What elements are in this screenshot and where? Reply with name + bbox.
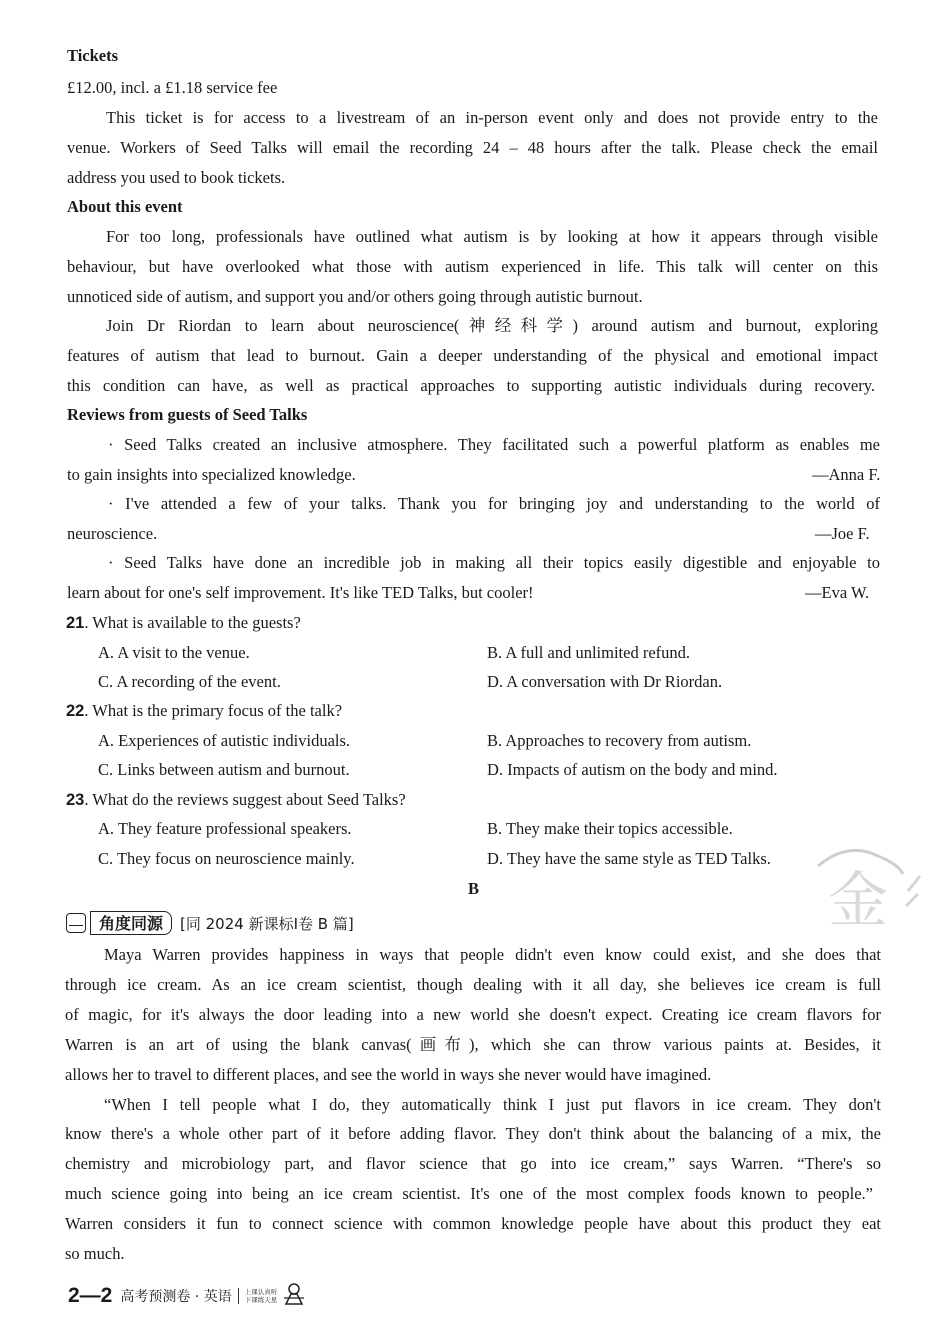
tickets-para-line: address you used to book tickets.	[67, 168, 286, 187]
option-22a[interactable]: A. Experiences of autistic individuals.	[98, 731, 351, 750]
option-21d[interactable]: D. A conversation with Dr Riordan.	[487, 672, 723, 691]
seal-glyph: 金	[828, 866, 888, 936]
review-line: · Seed Talks created an inclusive atmosphere. They facilitated such a powerful platform as enables me	[108, 435, 880, 454]
review-line: neuroscience.	[67, 524, 158, 543]
about-para-line: this condition can have, as well as practical approaches to supporting autistic individuals during recovery.	[67, 376, 875, 395]
review-line: · I've attended a few of your talks. Thank you for bringing joy and understanding to the world of	[108, 494, 880, 513]
question-text: . What do the reviews suggest about Seed Talks?	[84, 790, 406, 809]
slogan-bottom: 下课练天星	[244, 1296, 278, 1304]
passage-b-line: Warren is an art of using the blank canvas(画布), which she can throw various paints at. Besides, it	[65, 1035, 881, 1054]
option-22d[interactable]: D. Impacts of autism on the body and mind.	[487, 760, 778, 779]
tickets-heading: Tickets	[67, 46, 119, 65]
review-author: —Eva W.	[805, 583, 870, 602]
footer-title: 高考预测卷 · 英语	[120, 1289, 232, 1305]
option-21a[interactable]: A. A visit to the venue.	[98, 643, 250, 662]
review-line: · Seed Talks have done an incredible job in making all their topics easily digestible and enjoyable to	[108, 553, 880, 572]
about-heading: About this event	[67, 197, 183, 216]
about-para-line: behaviour, but have overlooked what those with autism experienced in life. This talk will center on this	[67, 257, 878, 276]
about-para-line: features of autism that lead to burnout. Gain a deeper understanding of the physical and emotional impact	[67, 346, 878, 365]
question-21	[66, 613, 301, 633]
slogan-top: 上课认真听	[244, 1288, 278, 1296]
about-para-line: For too long, professionals have outlined what autism is by looking at how it appears through visible	[106, 227, 878, 246]
passage-b-line: so much.	[65, 1244, 125, 1263]
review-line: learn about for one's self improvement. It's like TED Talks, but cooler!	[67, 583, 534, 602]
passage-b-line: much science going into being an ice cream scientist. It's one of the most complex foods known to people.”	[65, 1184, 873, 1203]
option-23a[interactable]: A. They feature professional speakers.	[98, 819, 352, 838]
seal-watermark	[808, 836, 923, 941]
option-22b[interactable]: B. Approaches to recovery from autism.	[487, 731, 752, 750]
option-21c[interactable]: C. A recording of the event.	[98, 672, 281, 691]
review-author: —Joe F.	[815, 524, 870, 543]
option-23d[interactable]: D. They have the same style as TED Talks.	[487, 849, 771, 868]
tag-label: 角度同源	[90, 911, 172, 935]
page-number: 2—2	[68, 1284, 113, 1307]
passage-b-line: through ice cream. As an ice cream scientist, though dealing with it all day, she believes ice cream is full	[65, 975, 881, 994]
option-23c[interactable]: C. They focus on neuroscience mainly.	[98, 849, 355, 868]
footer-slogan	[245, 1288, 278, 1304]
passage-b-line: know there's a whole other part of it before adding flavor. They don't think about the balancing of a mix, the	[65, 1124, 881, 1143]
tickets-para-line: This ticket is for access to a livestream of an in-person event only and does not provide entry to the	[106, 108, 878, 127]
question-number: 22	[66, 702, 85, 720]
footer-divider	[238, 1288, 239, 1304]
page-footer	[68, 1283, 305, 1309]
passage-b-line: “When I tell people what I do, they automatically think I just put flavors in ice cream. They don't	[104, 1095, 881, 1114]
about-para-line: Join Dr Riordan to learn about neuroscience(神经科学) around autism and burnout, exploring	[106, 316, 878, 335]
tickets-para-line: venue. Workers of Seed Talks will email the recording 24 – 48 hours after the talk. Please check the email	[67, 138, 878, 157]
review-line: to gain insights into specialized knowledge.	[67, 465, 356, 484]
ticket-price: £12.00, incl. a £1.18 service fee	[67, 78, 278, 97]
passage-b-line: allows her to travel to different places, and see the world in ways she never would have imagined.	[65, 1065, 712, 1084]
option-22c[interactable]: C. Links between autism and burnout.	[98, 760, 350, 779]
question-number: 23	[66, 791, 85, 809]
review-author: —Anna F.	[812, 465, 881, 484]
source-tag	[66, 911, 354, 935]
tag-note: [同 2024 新课标Ⅰ卷 B 篇]	[180, 914, 354, 933]
passage-b-line: of magic, for it's always the door leading into a new world she doesn't expect. Creating ice cream flavors for	[65, 1005, 881, 1024]
question-text: . What is available to the guests?	[84, 613, 301, 632]
section-letter: B	[468, 879, 480, 898]
passage-b-line: chemistry and microbiology part, and flavor science that go into ice cream,” says Warren. “There's so	[65, 1154, 881, 1173]
mascot-icon	[283, 1282, 305, 1311]
question-22	[66, 701, 342, 721]
about-para-line: unnoticed side of autism, and support you and/or others going through autistic burnout.	[67, 287, 643, 306]
question-23	[66, 790, 406, 810]
passage-b-line: Warren considers it fun to connect science with common knowledge people have about this product they eat	[65, 1214, 881, 1233]
question-text: . What is the primary focus of the talk?	[84, 701, 343, 720]
option-23b[interactable]: B. They make their topics accessible.	[487, 819, 733, 838]
question-number: 21	[66, 614, 85, 632]
reviews-heading: Reviews from guests of Seed Talks	[67, 405, 308, 424]
passage-b-line: Maya Warren provides happiness in ways that people didn't even know could exist, and she does that	[104, 945, 881, 964]
option-21b[interactable]: B. A full and unlimited refund.	[487, 643, 691, 662]
book-icon	[66, 913, 86, 933]
